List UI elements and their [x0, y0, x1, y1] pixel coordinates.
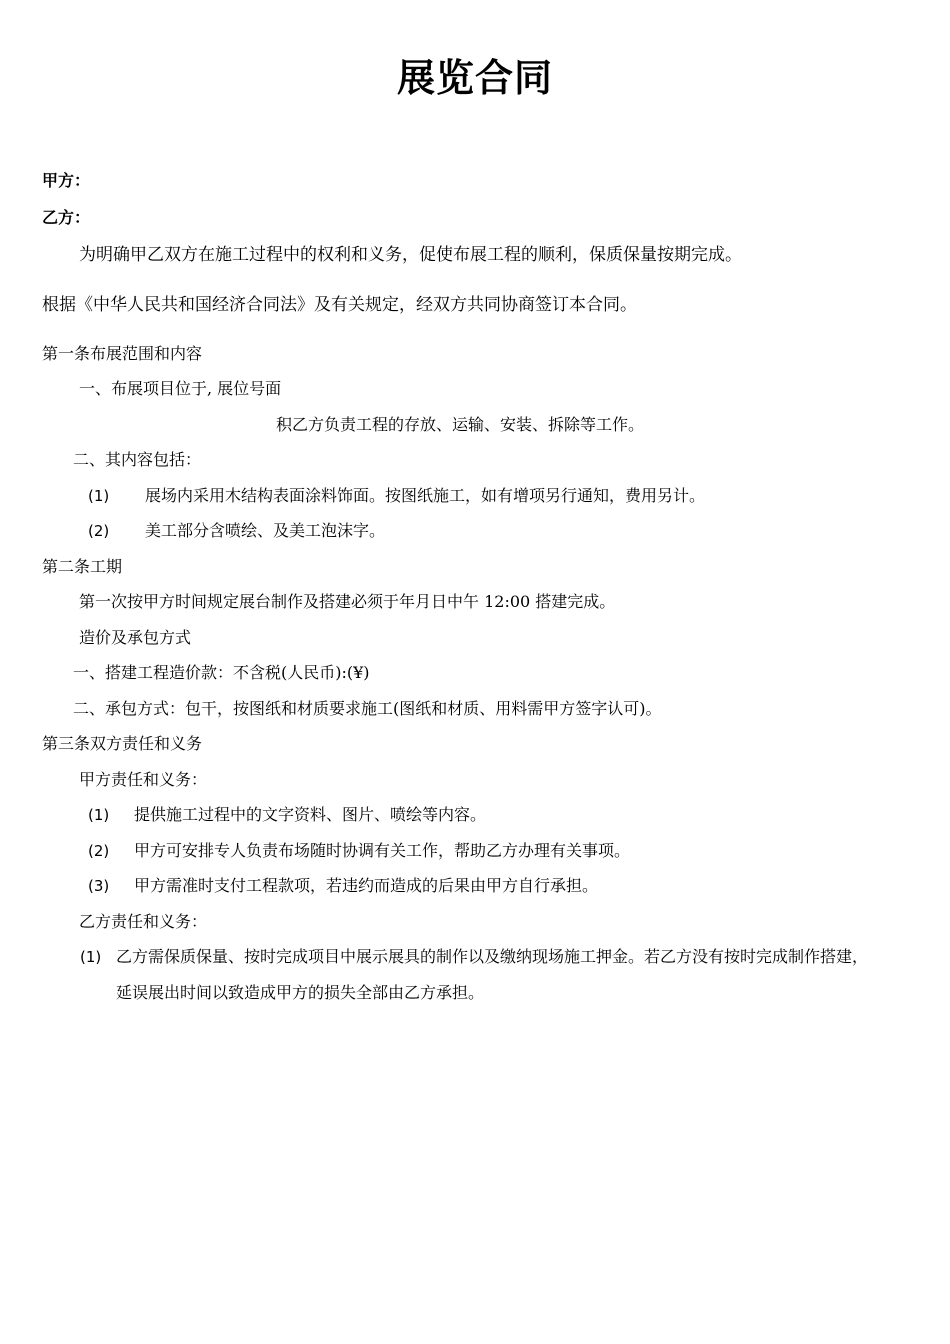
article2-item1: 一、搭建工程造价款：不含税(人民币):(¥): [73, 663, 370, 682]
article1-item1-line1: 一、布展项目位于, 展位号面: [79, 379, 282, 398]
article1-sub2-number: (2): [88, 522, 110, 540]
article3-party-b-heading: [79, 911, 207, 933]
article3-a3-text: 甲方需准时支付工程款项，若违约而造成的后果由甲方自行承担。: [134, 876, 599, 895]
article1-item1-line2: 积乙方负责工程的存放、运输、安装、拆除等工作。: [276, 415, 645, 434]
article3-party-a-heading-prefix: 甲方责任: [79, 770, 144, 789]
article3-a3-number: (3): [88, 877, 110, 895]
article2-text: 第一次按甲方时间规定展台制作及搭建必须于年月日中午 12:00 搭建完成。: [79, 592, 616, 611]
article2-heading: 第二条工期: [42, 557, 123, 576]
article3-a1-text: 提供施工过程中的文字资料、图片、喷绘等内容。: [134, 805, 487, 824]
article1-sub1-number: (1): [88, 487, 110, 505]
article1-sub2-text: 美工部分含喷绘、及美工泡沫字。: [145, 521, 386, 540]
article3-a2-number: (2): [88, 842, 110, 860]
article3-a1-number: (1): [88, 806, 110, 824]
article2-subheading: 造价及承包方式: [79, 628, 192, 647]
article3-party-a-heading-suffix: 和义务：: [143, 770, 208, 789]
article3-party-a-heading: [79, 769, 207, 791]
article1-sub1-text: 展场内采用木结构表面涂料饰面。按图纸施工，如有增项另行通知，费用另计。: [145, 486, 706, 505]
article3-b1-text-line2: 延误展出时间以致造成甲方的损失全部由乙方承担。: [116, 983, 485, 1002]
document-title: 展览合同: [396, 56, 553, 100]
article3-b1-number: (1): [80, 948, 102, 966]
article1-heading: 第一条布展范围和内容: [42, 344, 203, 363]
article3-party-b-heading-prefix: 乙方责任: [79, 912, 144, 931]
article2-item2: 二、承包方式：包干，按图纸和材质要求施工(图纸和材质、用料需甲方签字认可)。: [73, 699, 662, 718]
intro-paragraph-line1: 为明确甲乙双方在施工过程中的权利和义务，促使布展工程的顺利，保质保量按期完成。: [79, 245, 742, 265]
article3-a2-text: 甲方可安排专人负责布场随时协调有关工作，帮助乙方办理有关事项。: [134, 841, 631, 860]
article1-item2: 二、其内容包括：: [73, 450, 202, 469]
article3-b1-text-line1: 乙方需保质保量、按时完成项目中展示展具的制作以及缴纳现场施工押金。若乙方没有按时完成制作搭建，: [116, 947, 869, 966]
party-a-label: 甲方：: [42, 171, 91, 190]
article3-heading: 第三条双方责任和义务: [42, 734, 203, 753]
article3-party-b-heading-suffix: 和义务：: [143, 912, 208, 931]
intro-paragraph-line2: 根据《中华人民共和国经济合同法》及有关规定，经双方共同协商签订本合同。: [42, 295, 637, 315]
party-b-label: 乙方：: [42, 208, 91, 227]
